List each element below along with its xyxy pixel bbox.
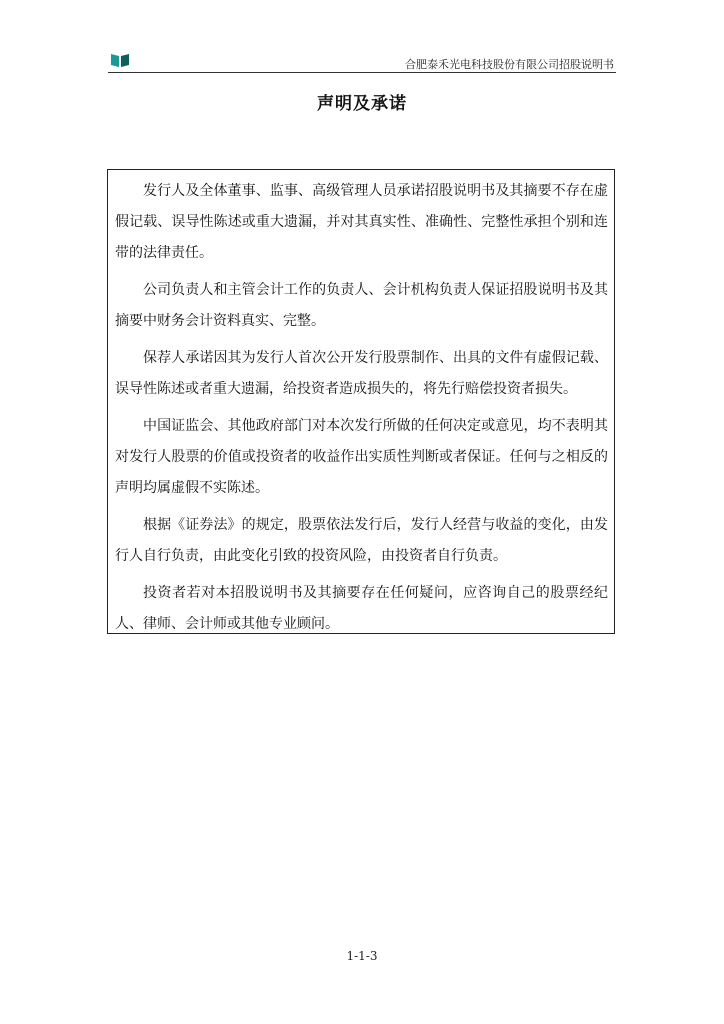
- statement-paragraph: 根据《证券法》的规定，股票依法发行后，发行人经营与收益的变化，由发行人自行负责，由此变化引致的投资风险，由投资者自行负责。: [115, 517, 608, 564]
- statement-paragraph: 保荐人承诺因其为发行人首次公开发行股票制作、出具的文件有虚假记载、误导性陈述或者重大遗漏，给投资者造成损失的，将先行赔偿投资者损失。: [115, 350, 608, 397]
- page-title: 声明及承诺: [317, 94, 407, 114]
- statement-paragraph: 公司负责人和主管会计工作的负责人、会计机构负责人保证招股说明书及其摘要中财务会计资料真实、完整。: [115, 282, 608, 329]
- statement-paragraph: 发行人及全体董事、监事、高级管理人员承诺招股说明书及其摘要不存在虚假记载、误导性陈述或重大遗漏，并对其真实性、准确性、完整性承担个别和连带的法律责任。: [115, 183, 608, 261]
- statement-paragraph: 投资者若对本招股说明书及其摘要存在任何疑问，应咨询自己的股票经纪人、律师、会计师或其他专业顾问。: [115, 585, 608, 632]
- statement-box: [107, 169, 615, 634]
- page-number: 1-1-3: [346, 949, 378, 963]
- header-document-title: 合肥泰禾光电科技股份有限公司招股说明书: [405, 58, 614, 71]
- statement-paragraph: 中国证监会、其他政府部门对本次发行所做的任何决定或意见，均不表明其对发行人股票的价值或投资者的收益作出实质性判断或者保证。任何与之相反的声明均属虚假不实陈述。: [115, 418, 608, 496]
- company-logo-icon: [110, 52, 130, 68]
- page-header: [108, 50, 616, 73]
